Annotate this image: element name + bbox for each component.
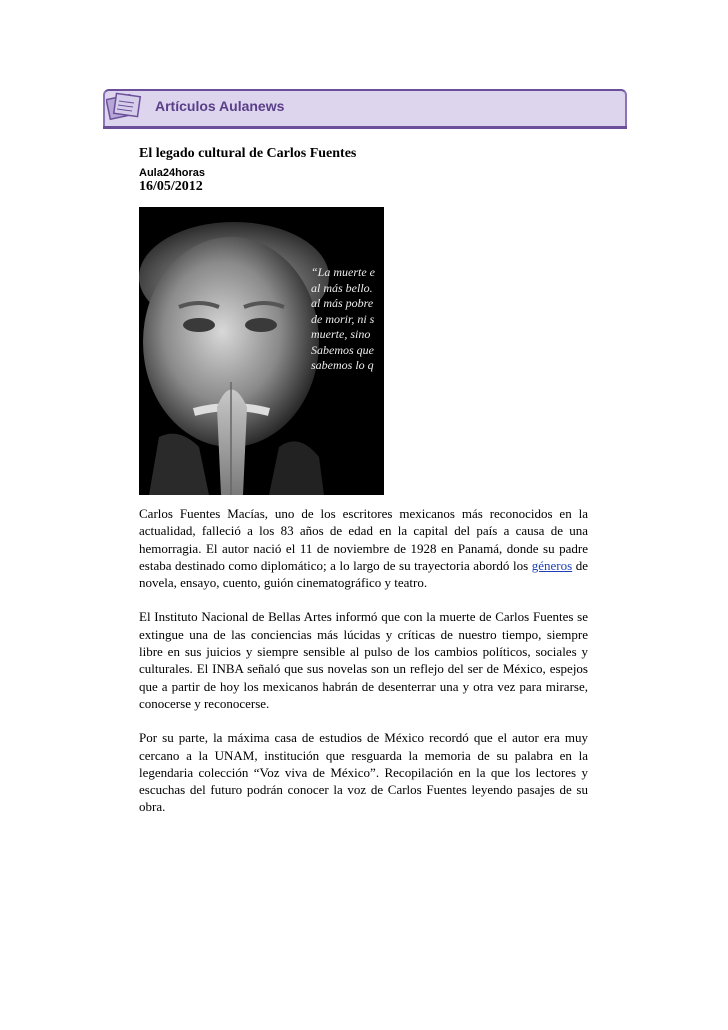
article-title: El legado cultural de Carlos Fuentes xyxy=(139,146,357,161)
paragraph-2: El Instituto Nacional de Bellas Artes informó que con la muerte de Carlos Fuentes se extingue una de las conciencias más lúcidas y críticas de nuestro tiempo, siempre libre en sus juicios y siempre sensible al pulso de los cambios políticos, sociales y culturales. El INBA señaló que sus novelas son un reflejo del ser de México, espejos que a partir de hoy los mexicanos habrán de desenterrar una y otra vez para mirarse, conocerse y reconocerse. xyxy=(139,609,588,711)
paragraph-3: Por su parte, la máxima casa de estudios de México recordó que el autor era muy cercano a la UNAM, institución que resguarda la memoria de su palabra en la legendaria colección “Voz viva de México”. Recopilación en la que los lectores y escuchas del futuro podrán conocer la voz de Carlos Fuentes leyendo pasajes de su obra. xyxy=(139,730,588,815)
banner-divider xyxy=(103,126,627,129)
portrait-quote: “La muerte e al más bello. al más pobre de morir, ni s muerte, sino Sabemos que sabemos lo q xyxy=(311,265,375,372)
paragraph-1: Carlos Fuentes Macías, uno de los escritores mexicanos más reconocidos en la actualidad, falleció a los 83 años de edad en la capital del país a causa de una hemorragia. El autor nació el 11 de noviembre de 1928 en Panamá, donde su padre estaba destinado como diplomático; a lo largo de su trayectoria abordó los géneros de novela, ensayo, cuento, guión cinematográfico y teatro. xyxy=(139,506,588,591)
genres-link[interactable]: géneros xyxy=(531,557,573,573)
author-portrait-image xyxy=(139,207,384,495)
article-source: Aula24horas xyxy=(139,167,206,179)
article-date: 16/05/2012 xyxy=(139,179,203,194)
banner-title: Artículos Aulanews xyxy=(155,98,285,114)
newspaper-icon xyxy=(106,91,142,121)
article-body xyxy=(139,505,588,833)
